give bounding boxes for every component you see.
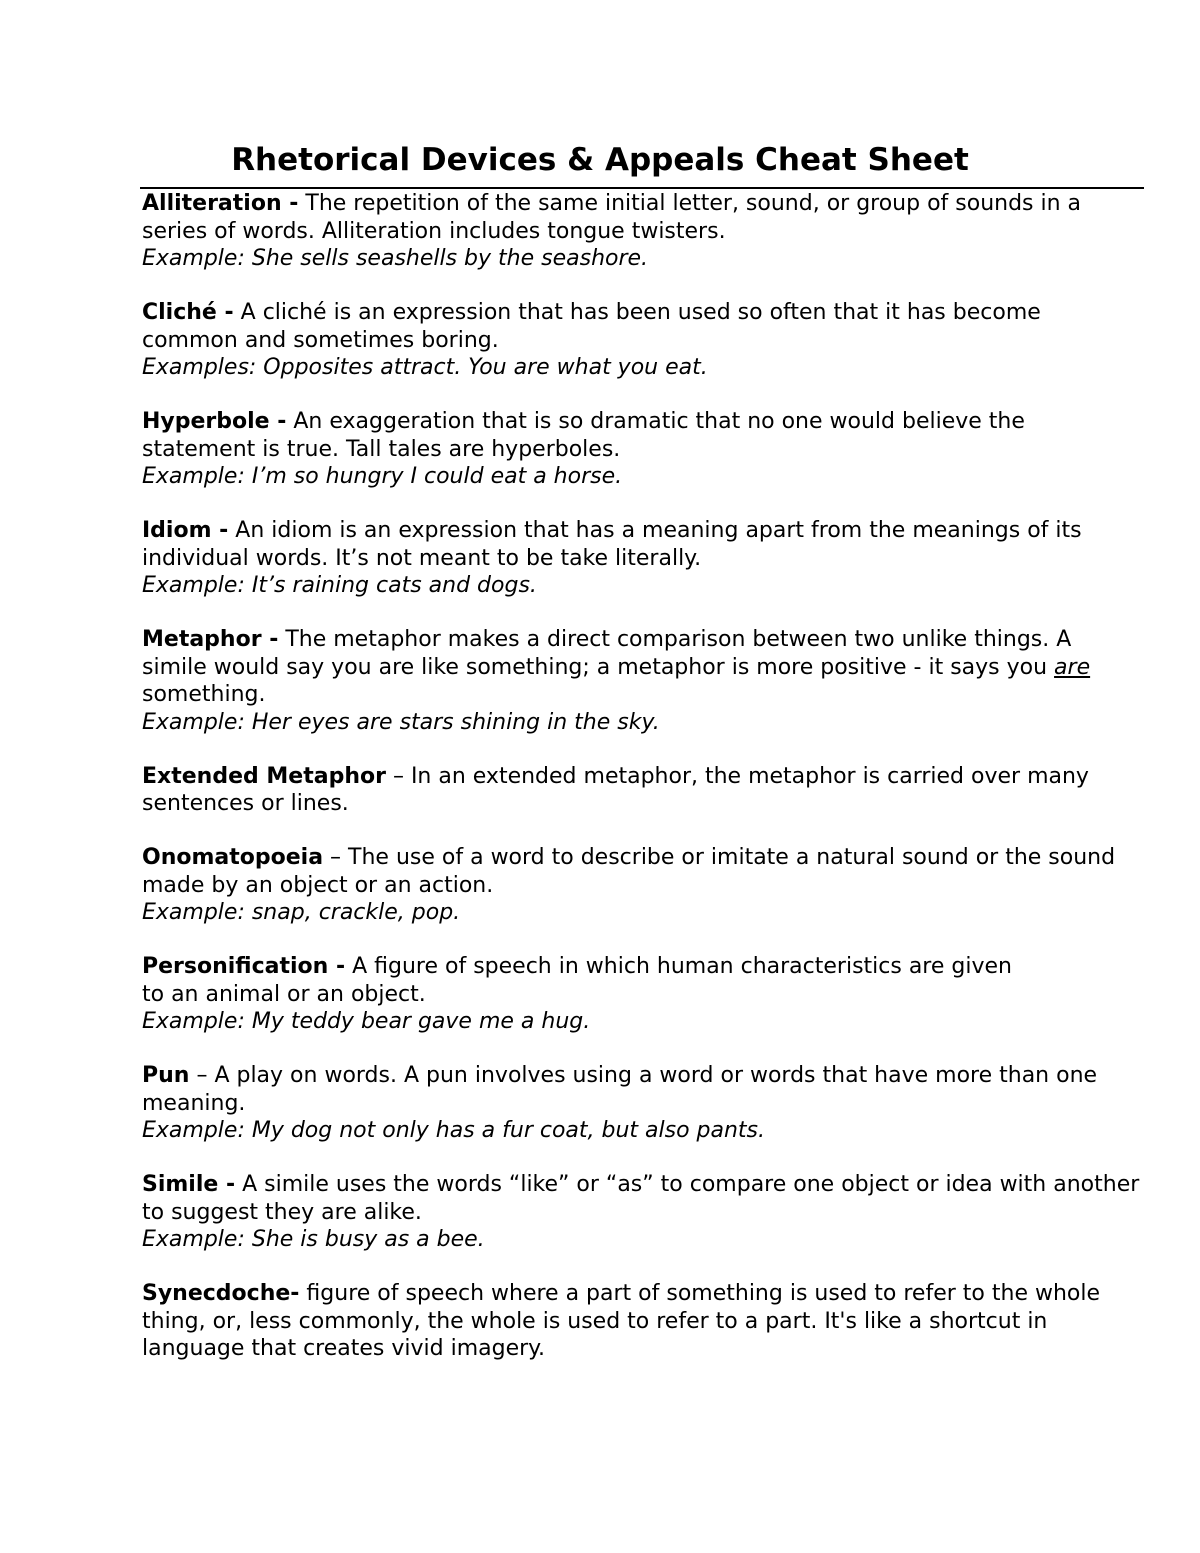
entry-example: Example: My teddy bear gave me a hug.	[142, 1009, 591, 1034]
entry-definition	[142, 1171, 1142, 1226]
entry-example: Example: My dog not only has a fur coat, but also pants.	[142, 1118, 766, 1143]
entry-text: A cliché is an expression that has been used so often that it has become common and sometimes boring.	[142, 300, 1041, 353]
entry-emphasis: are	[1054, 654, 1091, 680]
entry-metaphor	[142, 626, 1142, 736]
entry-text: A figure of speech in which human characteristics are given	[345, 954, 1012, 979]
entry-term: Alliteration -	[142, 191, 299, 216]
entry-text: – In an extended metaphor, the metaphor is carried over many sentences or lines.	[142, 763, 1089, 816]
entry-definition	[142, 299, 1142, 354]
entry-definition	[142, 190, 1142, 245]
entry-cliche	[142, 299, 1142, 382]
entry-text: An exaggeration that is so dramatic that no one would believe the statement is true. Tall tales are hyperboles.	[142, 409, 1025, 462]
entry-term: Onomatopoeia	[142, 845, 324, 870]
entry-term: Idiom -	[142, 518, 229, 543]
entry-text: The metaphor makes a direct comparison between two unlike things. A simile would say you are like something; a metaphor is more positive - it says you	[142, 627, 1072, 680]
entry-text: figure of speech where a part of something is used to refer to the whole thing, or, less commonly, the whole is used to refer to a part. It's like a shortcut in language that creates vivid imagery.	[142, 1281, 1101, 1361]
entry-term: Simile -	[142, 1172, 236, 1197]
entry-example: Example: I’m so hungry I could eat a horse.	[142, 464, 623, 489]
entry-hyperbole	[142, 408, 1142, 491]
entry-definition	[142, 626, 1142, 709]
entry-text: – The use of a word to describe or imitate a natural sound or the sound made by an object or an action.	[142, 845, 1116, 898]
entry-term: Pun	[142, 1063, 190, 1088]
entry-definition	[142, 1280, 1142, 1363]
entry-definition	[142, 844, 1142, 899]
definitions-list	[142, 190, 1142, 1389]
entry-term: Cliché -	[142, 300, 234, 325]
entry-text: An idiom is an expression that has a meaning apart from the meanings of its individual words. It’s not meant to be take literally.	[142, 518, 1082, 571]
entry-text: something.	[142, 682, 266, 707]
entry-text: The repetition of the same initial letter, sound, or group of sounds in a series of words. Alliteration includes tongue twisters.	[142, 191, 1082, 244]
entry-pun	[142, 1062, 1142, 1145]
entry-term: Personification -	[142, 954, 346, 979]
entry-example: Example: It’s raining cats and dogs.	[142, 573, 537, 598]
entry-definition	[142, 763, 1142, 818]
entry-alliteration	[142, 190, 1142, 273]
entry-definition	[142, 408, 1142, 463]
entry-definition	[142, 1062, 1142, 1117]
entry-definition-continued: to an animal or an object.	[142, 981, 426, 1007]
page-title: Rhetorical Devices & Appeals Cheat Sheet	[231, 142, 969, 178]
entry-term: Extended Metaphor	[142, 763, 386, 789]
entry-definition	[142, 517, 1142, 572]
entry-term: Metaphor -	[142, 627, 279, 652]
entry-term: Synecdoche-	[142, 1281, 300, 1306]
entry-onomatopoeia	[142, 844, 1142, 927]
title-divider	[140, 187, 1144, 189]
entry-definition	[142, 953, 1142, 981]
entry-example: Example: She is busy as a bee.	[142, 1227, 485, 1252]
entry-text: – A play on words. A pun involves using a word or words that have more than one meaning.	[142, 1063, 1098, 1116]
entry-simile	[142, 1171, 1142, 1254]
entry-text: A simile uses the words “like” or “as” to compare one object or idea with another to suggest they are alike.	[142, 1172, 1140, 1225]
entry-example: Example: snap, crackle, pop.	[142, 900, 461, 925]
entry-extended-metaphor	[142, 763, 1142, 818]
entry-synecdoche	[142, 1280, 1142, 1363]
entry-personification	[142, 953, 1142, 1036]
entry-idiom	[142, 517, 1142, 600]
entry-example: Example: She sells seashells by the seashore.	[142, 246, 649, 271]
entry-example: Examples: Opposites attract. You are what you eat.	[142, 355, 708, 380]
entry-example: Example: Her eyes are stars shining in the sky.	[142, 709, 660, 735]
entry-term: Hyperbole -	[142, 409, 287, 434]
